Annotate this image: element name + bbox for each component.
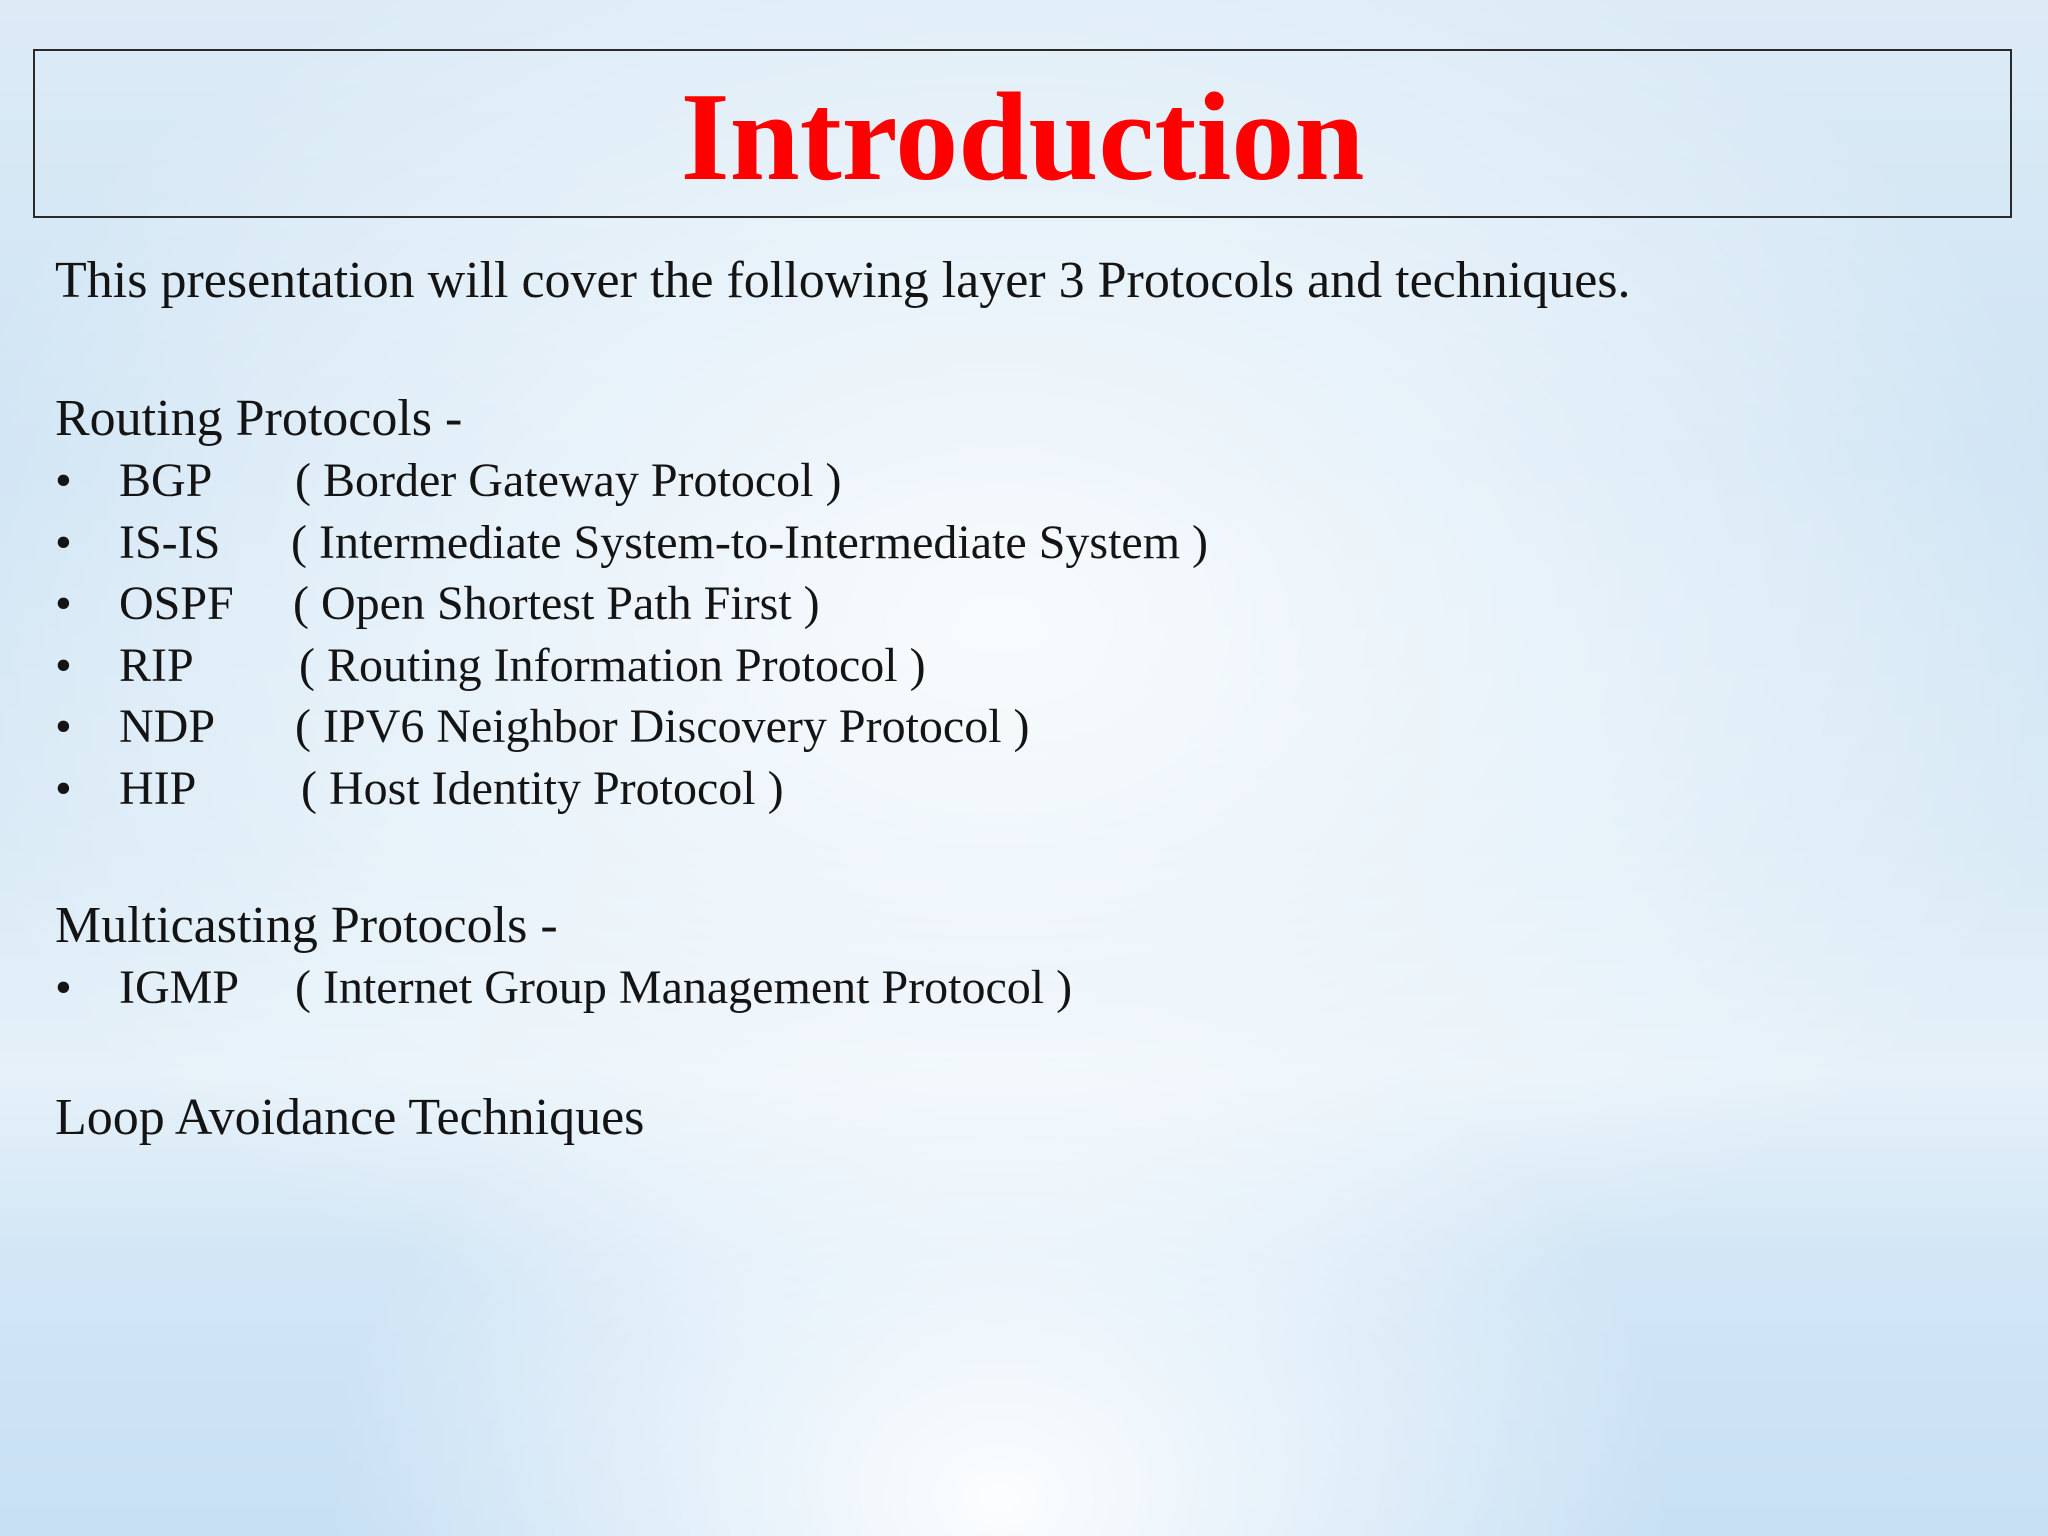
slide-content — [55, 250, 1995, 1149]
bullet: • — [55, 577, 72, 630]
protocol-desc: ( Border Gateway Protocol ) — [295, 454, 842, 507]
routing-protocols-list — [55, 450, 1995, 819]
list-item-is-is — [55, 512, 1995, 574]
bullet: • — [55, 454, 72, 507]
routing-protocols-heading: Routing Protocols - — [55, 390, 463, 447]
multicasting-protocols-heading: Multicasting Protocols - — [55, 897, 558, 954]
protocol-abbr: HIP — [119, 761, 197, 815]
list-item-ndp — [55, 696, 1995, 758]
loop-avoidance-heading: Loop Avoidance Techniques — [55, 1088, 645, 1146]
bullet: • — [55, 761, 72, 815]
protocol-abbr: IGMP — [119, 961, 240, 1014]
protocol-abbr: OSPF — [119, 577, 234, 630]
protocol-desc: ( Intermediate System-to-Intermediate System ) — [291, 515, 1209, 569]
list-item-igmp — [55, 957, 1995, 1019]
list-item-bgp — [55, 450, 1995, 512]
protocol-abbr: NDP — [119, 700, 216, 753]
slide-title: Introduction — [680, 67, 1365, 207]
protocol-desc: ( Routing Information Protocol ) — [299, 638, 926, 692]
title-box — [33, 49, 2012, 218]
protocol-abbr: IS-IS — [119, 515, 221, 569]
list-item-hip — [55, 758, 1995, 820]
protocol-desc: ( Host Identity Protocol ) — [301, 761, 784, 815]
protocol-abbr: RIP — [119, 638, 194, 692]
protocol-desc: ( Open Shortest Path First ) — [293, 577, 820, 630]
protocol-desc: ( Internet Group Management Protocol ) — [295, 961, 1073, 1014]
list-item-rip — [55, 635, 1995, 697]
bullet: • — [55, 515, 72, 569]
bullet: • — [55, 638, 72, 692]
list-item-ospf — [55, 573, 1995, 635]
intro-text: This presentation will cover the following layer 3 Protocols and techniques. — [55, 252, 1631, 309]
bullet: • — [55, 961, 72, 1014]
protocol-desc: ( IPV6 Neighbor Discovery Protocol ) — [295, 700, 1030, 753]
bullet: • — [55, 700, 72, 753]
protocol-abbr: BGP — [119, 454, 213, 507]
multicasting-protocols-list — [55, 957, 1995, 1019]
